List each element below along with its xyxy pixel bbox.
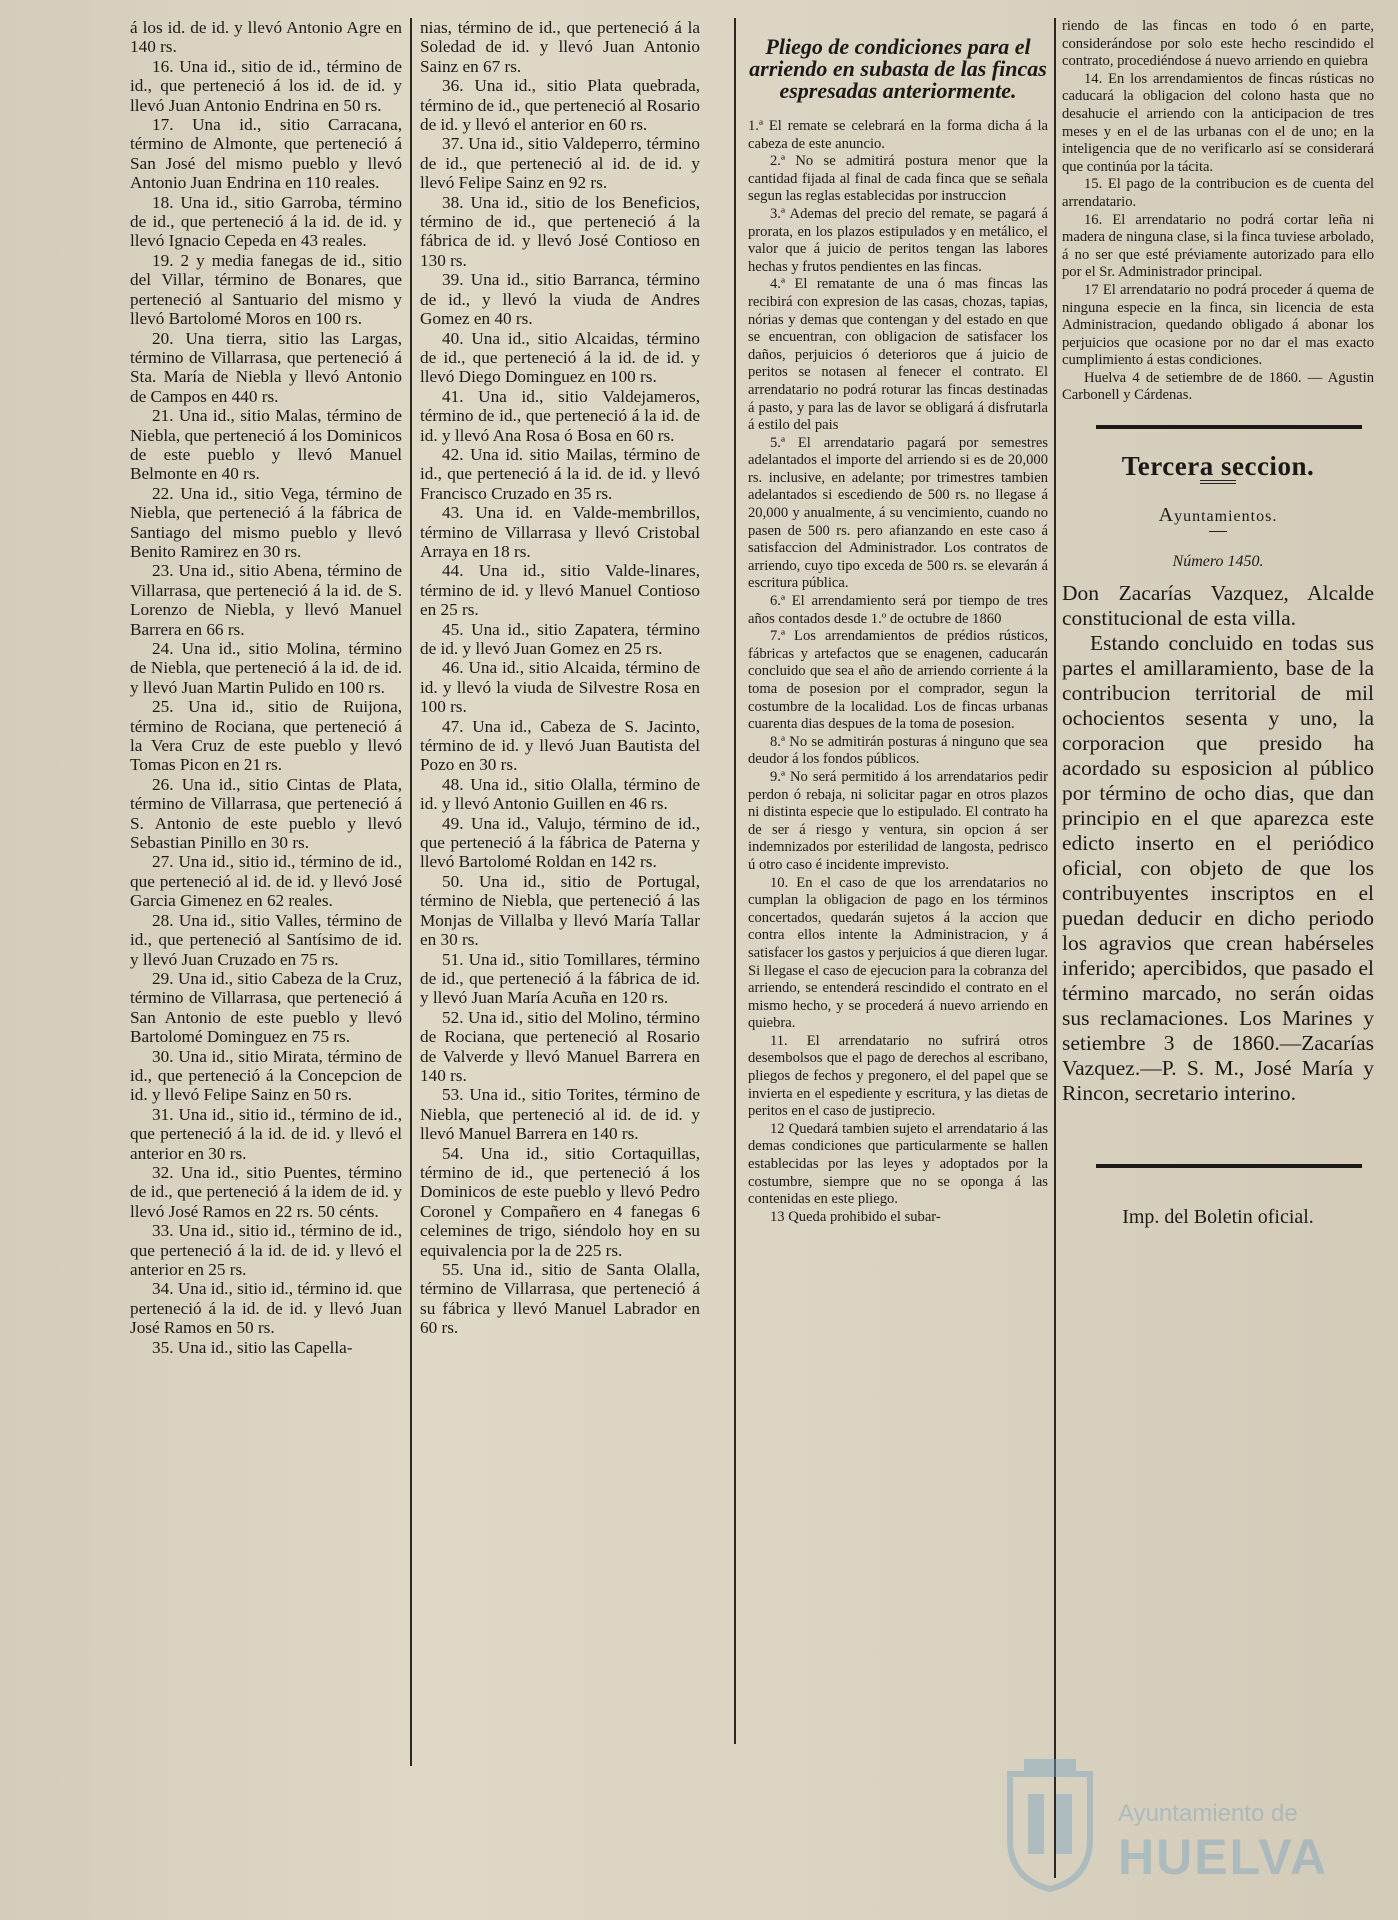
condition-paragraph: riendo de las fincas en todo ó en parte, considerándose por solo este hecho rescindido el contrato, procediéndose á nuevo arriendo en quiebra: [1062, 18, 1374, 70]
listing-entry: 36. Una id., sitio Plata quebrada, término de id., que perteneció al Rosario de id. y llevó el anterior en 60 rs.: [420, 76, 700, 135]
column-1: [130, 18, 402, 1890]
short-dash: [1209, 531, 1227, 532]
condition-paragraph: 15. El pago de la contribucion es de cuenta del arrendatario.: [1062, 176, 1374, 210]
listing-entry: 32. Una id., sitio Puentes, término de id., que perteneció á la idem de id. y llevó José Ramos en 22 rs. 50 cénts.: [130, 1162, 402, 1221]
listing-entry: 22. Una id., sitio Vega, término de Niebla, que perteneció á la fábrica de Santiago del mismo pueblo y llevó Benito Ramirez en 30 rs.: [130, 483, 402, 561]
listing-entry: 43. Una id. en Valde-membrillos, término de Villarrasa y llevó Cristobal Arraya en 18 rs.: [420, 503, 700, 561]
condition-paragraph: 4.ª El rematante de una ó mas fincas las recibirá con expresion de las casas, chozas, tapias, nórias y demas que contengan y del estado en que se encuentran, con obligacion de satisfacer los daños, perjuicios ó deterioros que á juicio de peritos se notasen al fenecer el contrato. El arrendatario no podrá roturar las fincas destinadas á pasto, y para las de lavor se obligará á disfrutarla á estilo del pais: [748, 276, 1048, 434]
listing-entry: 38. Una id., sitio de los Beneficios, término de id., que perteneció á la fábrica de id. y llevó José Contioso en 130 rs.: [420, 192, 700, 270]
listing-entry: 18. Una id., sitio Garroba, término de id., que perteneció á la id. de id. y llevó Ignacio Cepeda en 43 reales.: [130, 192, 402, 251]
listing-entry: 53. Una id., sitio Torites, término de Niebla, que perteneció al id. de id. y llevó Manuel Barrera en 140 rs.: [420, 1085, 700, 1144]
condition-paragraph: 6.ª El arrendamiento será por tiempo de tres años contados desde 1.º de octubre de 1860: [748, 593, 1048, 627]
listing-entry: 48. Una id., sitio Olalla, término de id. y llevó Antonio Guillen en 46 rs.: [420, 774, 700, 814]
conditions-title: Pliego de condiciones para el arriendo en subasta de las fincas espresadas anteriormente.: [749, 34, 1047, 103]
subsection-title: Ayuntamientos.: [1158, 504, 1278, 527]
column-divider-2: [734, 18, 736, 1744]
condition-paragraph: 17 El arrendatario no podrá proceder á quema de ninguna especie en la finca, sin licencia de esta Administracion, quedando obligado á abonar los perjuicios que ocasione por no dar el mas exacto cumplimiento á estas condiciones.: [1062, 281, 1374, 369]
listing-entry: 55. Una id., sitio de Santa Olalla, término de Villarrasa, que perteneció á su fábrica y llevó Manuel Labrador en 60 rs.: [420, 1260, 700, 1338]
imprint: Imp. del Boletin oficial.: [1122, 1206, 1314, 1229]
listing-entry: 47. Una id., Cabeza de S. Jacinto, término de id. y llevó Juan Bautista del Pozo en 30 rs.: [420, 716, 700, 775]
section-title: Tercera seccion.: [1121, 451, 1315, 482]
listing-entry: 41. Una id., sitio Valdejameros, término de id., que perteneció á la id. de id. y llevó Ana Rosa ó Bosa en 60 rs.: [420, 386, 700, 445]
listing-entry: 16. Una id., sitio de id., término de id., que perteneció á los id. de id. y llevó Juan Antonio Endrina en 50 rs.: [130, 56, 402, 115]
condition-paragraph: 14. En los arrendamientos de fincas rústicas no caducará la obligacion del colono hasta que no desahucie el arriendo con la anticipacion de tres meses y en el de las urbanas con el de uno; en la inteligencia que de no verificarlo así se considerará que continúa por la tácita.: [1062, 70, 1374, 175]
condition-paragraph: 9.ª No será permitido á los arrendatarios pedir perdon ó rebaja, ni solicitar pagar en otros plazos ni distinta especie que lo estipulado. El contrato ha de ser á riesgo y ventura, sin opcion á ser indemnizados por esterilidad de langosta, pedrisco ú otro caso é incidente imprevisto.: [748, 768, 1048, 873]
listing-entry: á los id. de id. y llevó Antonio Agre en 140 rs.: [130, 18, 402, 57]
closing-rule: [1096, 1164, 1362, 1168]
listing-entry: 34. Una id., sitio id., término id. que perteneció á la id. de id. y llevó Juan José Ramos en 50 rs.: [130, 1279, 402, 1338]
listing-entry: 52. Una id., sitio del Molino, término de Rociana, que perteneció al Rosario de Valverde y llevó Manuel Barrera en 140 rs.: [420, 1007, 700, 1085]
column-divider-1: [410, 18, 412, 1766]
listing-entry: 21. Una id., sitio Malas, término de Niebla, que perteneció á los Dominicos de este pueblo y llevó Manuel Belmonte en 40 rs.: [130, 406, 402, 484]
listing-entry: 44. Una id., sitio Valde-linares, término de id. y llevó Manuel Contioso en 25 rs.: [420, 561, 700, 620]
listing-entry: 20. Una tierra, sitio las Largas, término de Villarrasa, que perteneció á Sta. María de Niebla y llevó Antonio de Campos en 440 rs.: [130, 328, 402, 406]
listing-entry: 24. Una id., sitio Molina, término de Niebla, que perteneció á la id. de id. y llevó Juan Martin Pulido en 100 rs.: [130, 639, 402, 697]
listing-entry: 51. Una id., sitio Tomillares, término de id., que perteneció á la fábrica de id. y llevó Juan María Acuña en 120 rs.: [420, 949, 700, 1008]
column-2: [420, 18, 700, 1890]
column-3-conditions: [748, 18, 1048, 1890]
listing-entry: 45. Una id., sitio Zapatera, término de id. y llevó Juan Gomez en 25 rs.: [420, 619, 700, 658]
listing-entry: 30. Una id., sitio Mirata, término de id., que perteneció á la Concepcion de id. y llevó Felipe Sainz en 50 rs.: [130, 1046, 402, 1105]
listing-entry: 35. Una id., sitio las Capella-: [152, 1337, 353, 1357]
listing-entry: 54. Una id., sitio Cortaquillas, término de id., que perteneció á los Dominicos de este pueblo y llevó Pedro Coronel y Compañero en 4 fanegas 6 celemines de trigo, siéndolo hoy en su equivalencia por la de 225 rs.: [420, 1143, 700, 1260]
edict-number: Número 1450.: [1172, 552, 1264, 570]
condition-paragraph: 16. El arrendatario no podrá cortar leña ni madera de ninguna clase, si la finca tuviese arbolado, á no ser que esté préviamente autorizado para ello por el Sr. Administrador principal.: [1062, 211, 1374, 281]
condition-paragraph: 7.ª Los arrendamientos de prédios rústicos, fábricas y artefactos que se enagenen, caducarán concluido que sea el año de arriendo corriente á la toma de posesion por el comprador, segun la costumbre de la localidad. Los de fincas urbanas cuarenta dias despues de la toma de posesion.: [748, 628, 1048, 733]
watermark-line-1: Ayuntamiento de: [1118, 1800, 1298, 1827]
condition-paragraph: 3.ª Ademas del precio del remate, se pagará á prorata, en los plazos estipulados y en metálico, el valor que á juicio de peritos tengan las labores hechas y frutos pendientes en las fincas.: [748, 205, 1048, 275]
listing-entry: 31. Una id., sitio id., término de id., que perteneció á la id. de id. y llevó el anterior en 30 rs.: [130, 1104, 402, 1163]
condition-paragraph: 1.ª El remate se celebrará en la forma dicha á la cabeza de este anuncio.: [748, 118, 1048, 152]
condition-paragraph: 8.ª No se admitirán posturas á ninguno que sea deudor á los fondos públicos.: [748, 733, 1048, 768]
listing-entry: 49. Una id., Valujo, término de id., que perteneció á la fábrica de Paterna y llevó Bartolomé Roldan en 142 rs.: [420, 813, 700, 872]
listing-entry: 40. Una id., sitio Alcaidas, término de id., que perteneció á la id. de id. y llevó Diego Dominguez en 100 rs.: [420, 328, 700, 387]
condition-paragraph: 5.ª El arrendatario pagará por semestres adelantados el importe del arriendo si es de 20,000 rs. inclusive, en adelante; por trimestres tambien adelantados si escediendo de 500 rs. no llegase á 20,000 y anualmente, á su vencimiento, cuando no pasen de 500 rs. pero afianzando en este caso á satisfaccion del Administrador. Los contratos de arriendo, cuyo tipo exceda de 500 rs. se elevarán á escritura pública.: [748, 434, 1048, 592]
listing-entry: 42. Una id. sitio Mailas, término de id., que perteneció á la id. de id. y llevó Francisco Cruzado en 35 rs.: [420, 444, 700, 503]
listing-entry: 37. Una id., sitio Valdeperro, término de id., que perteneció al id. de id. y llevó Felipe Sainz en 92 rs.: [420, 134, 700, 193]
listing-entry: 23. Una id., sitio Abena, término de Villarrasa, que perteneció á la id. de S. Lorenzo de Niebla, y llevó Manuel Barrera en 66 rs.: [130, 561, 402, 639]
condition-paragraph: 2.ª No se admitirá postura menor que la cantidad fijada al final de cada finca que se señala segun las reglas establecidas por instruccion: [748, 153, 1048, 205]
double-dash: [1200, 480, 1236, 484]
edict-heading: Don Zacarías Vazquez, Alcalde constitucional de esta villa.: [1062, 581, 1374, 631]
condition-paragraph: 13 Queda prohibido el subar-: [770, 1208, 941, 1225]
listing-entry: 19. 2 y media fanegas de id., sitio del Villar, término de Bonares, que perteneció al Santuario del mismo y llevó Bartolomé Moros en 100 rs.: [130, 250, 402, 329]
listing-entry: 50. Una id., sitio de Portugal, término de Niebla, que perteneció á las Monjas de Villalba y llevó María Tallar en 30 rs.: [420, 871, 700, 950]
shield-icon: [1000, 1754, 1100, 1894]
listing-entry: 17. Una id., sitio Carracana, término de Almonte, que perteneció á San José del mismo pueblo y llevó Antonio Juan Endrina en 110 reales.: [130, 115, 402, 193]
listing-entry: nias, término de id., que perteneció á la Soledad de id. y llevó Juan Antonio Sainz en 67 rs.: [420, 18, 700, 76]
edict-body: Estando concluido en todas sus partes el amillaramiento, base de la contribucion territorial de mil ochocientos sesenta y uno, la corporacion que presido ha acordado su esposicion al público por término de ocho dias, que dan principio en el que aparezca este edicto inserto en el periódico oficial, con objeto de que los contribuyentes inscriptos en el puedan deducir en dicho periodo los agravios que crean habérseles inferido; apercibidos, que pasado el término marcado, no serán oidas sus reclamaciones. Los Marines y setiembre 3 de 1860.—Zacarías Vazquez.—P. S. M., José María y Rincon, secretario interino.: [1062, 631, 1374, 1106]
listing-entry: 29. Una id., sitio Cabeza de la Cruz, término de Villarrasa, que perteneció á San Antonio de este pueblo y llevó Bartolomé Dominguez en 75 rs.: [130, 968, 402, 1047]
condition-paragraph: 11. El arrendatario no sufrirá otros desembolsos que el pago de derechos al escribano, pliegos de fechos y pregonero, el del papel que se invierta en el espediente y escritura, y las dietas de peritos en el caso de justiprecio.: [748, 1032, 1048, 1120]
listing-entry: 26. Una id., sitio Cintas de Plata, término de Villarrasa, que perteneció á S. Antonio de este pueblo y llevó Sebastian Pinillo en 30 rs.: [130, 774, 402, 853]
condition-paragraph: 12 Quedará tambien sujeto el arrendatario á las demas condiciones que particularmente se hallen establecidas por las leyes y adoptados por la costumbre, siempre que no se oponga á las contenidas en este pliego.: [748, 1120, 1048, 1208]
condition-paragraph: 10. En el caso de que los arrendatarios no cumplan la obligacion de pago en los términos concertados, quedarán sujetos á la accion que contra ellos intente la Administracion, y á satisfacer los gastos y perjuicios á que dieren lugar. Si llegase el caso de ejecucion para la cobranza del arriendo, se entenderá rescindido el contrato en el mismo hecho, y se procederá á nuevo arriendo en quiebra.: [748, 874, 1048, 1032]
listing-entry: 39. Una id., sitio Barranca, término de id., y llevó la viuda de Andres Gomez en 40 rs.: [420, 270, 700, 329]
listing-entry: 28. Una id., sitio Valles, término de id., que perteneció al Santísimo de id. y llevó Juan Cruzado en 75 rs.: [130, 910, 402, 969]
section-rule: [1096, 425, 1362, 429]
listing-entry: 46. Una id., sitio Alcaida, término de id. y llevó la viuda de Silvestre Rosa en 100 rs.: [420, 658, 700, 717]
column-divider-3: [1054, 18, 1056, 1878]
date-signature: Huelva 4 de setiembre de de 1860. — Agustin Carbonell y Cárdenas.: [1062, 369, 1374, 404]
watermark-logo: [1000, 1750, 1340, 1900]
column-4: [1062, 18, 1374, 1890]
listing-entry: 33. Una id., sitio id., término de id., que perteneció á la id. de id. y llevó el anterior en 25 rs.: [130, 1221, 402, 1279]
watermark-line-2: HUELVA: [1118, 1829, 1329, 1885]
listing-entry: 25. Una id., sitio de Ruijona, término de Rociana, que perteneció á la Vera Cruz de este pueblo y llevó Tomas Picon en 21 rs.: [130, 697, 402, 775]
listing-entry: 27. Una id., sitio id., término de id., que perteneció al id. de id. y llevó José Garcia Gimenez en 62 reales.: [130, 852, 402, 911]
